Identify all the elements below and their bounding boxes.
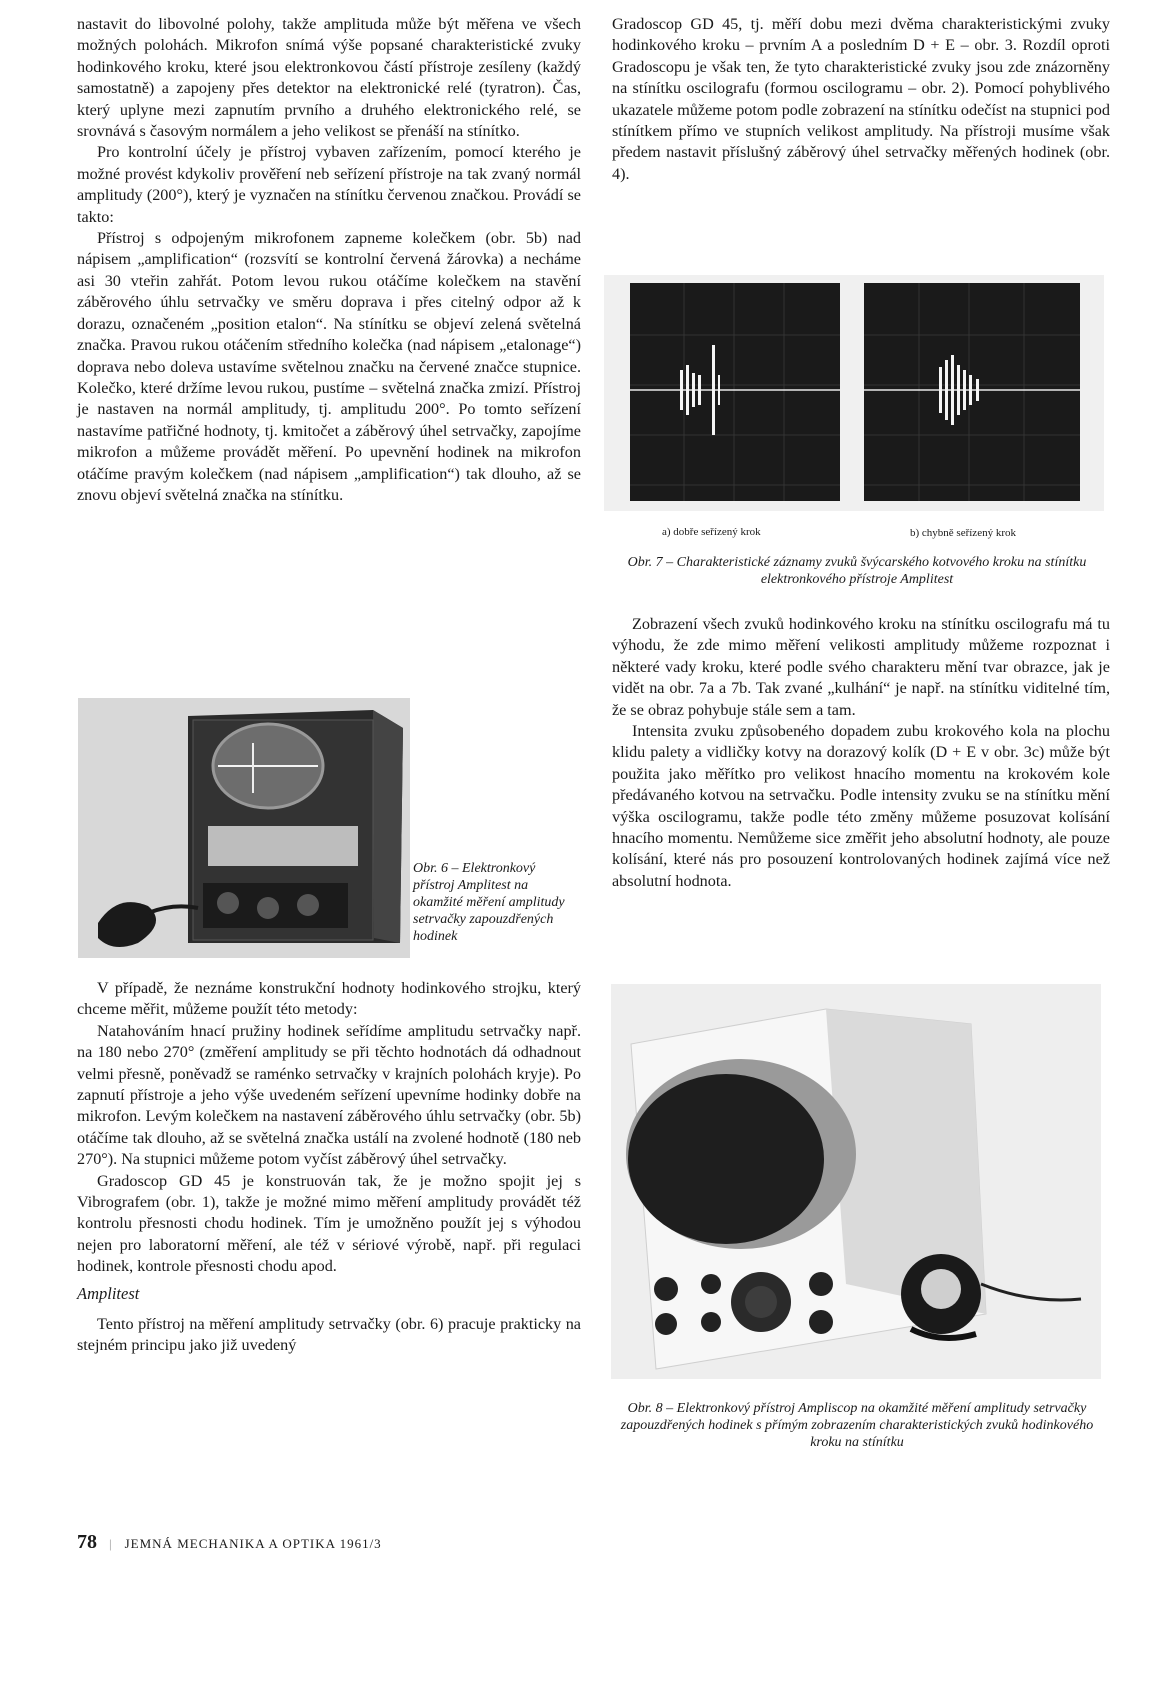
journal-name: JEMNÁ MECHANIKA A OPTIKA 1961/3: [124, 1536, 382, 1551]
figure-7-oscillograms: [604, 275, 1104, 511]
figure-7-caption-box: [610, 554, 1104, 588]
left-column-top: [77, 14, 581, 506]
paragraph: Gradoscop GD 45, tj. měří dobu mezi dvěma charakteristickými zvuky hodinkového kroku – prvním A a posledním D + E – obr. 3. Rozdíl oproti Gradoscopu je však ten, že tyto charakteristické zvuky jsou zde znázorněny na stínítku oscilografu (formou oscilogramu – obr. 2). Pomocí pohyblivého ukazatele můžeme potom podle zobrazení na stínítku odečíst na stupnici pod stínítkem přímo ve stupních velikost amplitudy. Na přístroji musíme však předem nastavit příslušný záběrový úhel setrvačky měřených hodinek (obr. 4).: [612, 15, 1110, 183]
paragraph: Přístroj s odpojeným mikrofonem zapneme kolečkem (obr. 5b) nad nápisem „amplification“ (rozsvítí se kontrolní červená žárovka) a necháme asi 30 vteřin zahřát. Potom levou rukou otáčíme kolečkem na stavění záběrového úhlu setrvačky ve směru doprava i přes citelný odpor až k dorazu, označeném „position etalon“. Na stínítku se objeví zelená světelná značka. Pravou rukou otáčením středního kolečka (nad nápisem „etalonage“) doprava nebo doleva ustavíme světelnou značku na červené značce stupnice. Kolečko, které držíme levou rukou, pustíme – světelná značka zmizí. Přístroj je nastaven na normál amplitudy, tj. amplitudu 200°. Po tomto seřízení nastavíme patřičné hodnoty, tj. kmitočet a záběrový úhel setrvačky, zapojíme mikrofon a můžeme provádět měření. Po upevnění hodinek na mikrofon otáčíme pravým kolečkem (nad nápisem „amplification“) tak dlouho, až se znovu objeví světelná značka na stínítku.: [77, 229, 581, 504]
paragraph: nastavit do libovolné polohy, takže amplituda může být měřena ve všech možných polohách. Mikrofon snímá výše popsané charakteristické zvuky hodinkového kroku, které jsou elektronkovou částí přístroje zesíleny (každý samostatně) a zapojeny přes detektor na elektronické relé (tyratron). Čas, který uplyne mezi zapnutím prvního a druhého elektronického relé, se srovnává s časovým normálem a jeho velikost se přenáší na stínítko.: [77, 15, 581, 141]
page-number: 78: [77, 1531, 97, 1553]
paragraph: Natahováním hnací pružiny hodinek seřídíme amplitudu setrvačky např. na 180 nebo 270° (změření amplitudy se při těchto hodnotách dá odhadnout velmi přesně, poněvadž se raménko setrvačky v krajních polohách kryje). Po zapnutí přístroje a jeho výše uvedeném seřízení upevníme hodinky dobře na mikrofon. Levým kolečkem na nastavení záběrového úhlu setrvačky (obr. 5b) otáčíme tak dlouho, až se světelná značka ustálí na zvolené hodnotě (180 neb 270°). Na stupnici můžeme potom vyčíst záběrový úhel setrvačky.: [77, 1021, 581, 1169]
figure-7b-label: b) chybně seřízený krok: [910, 527, 1016, 539]
oscillogram-image: [604, 275, 1104, 511]
paragraph: Pro kontrolní účely je přístroj vybaven zařízením, pomocí kterého je možné provést kdykoliv prověření neb seřízení přístroje na tak zvaný normál amplitudy (200°), který je vyznačen na stínítku červenou značkou. Provádí se takto:: [77, 143, 581, 226]
section-heading: Amplitest: [77, 1283, 140, 1303]
footer-separator: |: [109, 1536, 113, 1551]
figure-7-caption: Obr. 7 – Charakteristické záznamy zvuků švýcarského kotvového kroku na stínítku elektronkového přístroje Amplitest: [627, 555, 1087, 587]
figure-6-caption: Obr. 6 – Elektronkový přístroj Amplitest na okamžité měření amplitudy setrvačky zapouzdřených hodinek: [413, 861, 565, 944]
figure-8-caption-box: [604, 1400, 1110, 1451]
amplitest-device-image: [78, 698, 410, 958]
figure-8-photo: [611, 984, 1101, 1379]
figure-6-caption-box: [413, 860, 573, 945]
paragraph: Gradoscop GD 45 je konstruován tak, že je možno spojit jej s Vibrografem (obr. 1), takže je možné mimo měření amplitudy provádět též kontrolu přesnosti chodu hodinek. Tím je umožněno použít jej s výhodou nejen pro laboratorní měření, ale též v sériové výrobě, např. při regulaci hodinek, kontrole přesnosti chodu apod.: [77, 1171, 581, 1276]
paragraph: Tento přístroj na měření amplitudy setrvačky (obr. 6) pracuje prakticky na stejném principu jako již uvedený: [77, 1314, 581, 1355]
paragraph: V případě, že neznáme konstrukční hodnoty hodinkového strojku, který chceme měřit, můžeme použít této metody:: [77, 979, 581, 1019]
paragraph: Zobrazení všech zvuků hodinkového kroku na stínítku oscilografu má tu výhodu, že zde mimo měření velikosti amplitudy můžeme rozpoznat i některé vady kroku, které podle svého charakteru mění tvar obrazce, jak je vidět na obr. 7a a 7b. Tak zvané „kulhání“ je např. na stínítku viditelné tím, že se obraz pohybuje stále sem a tam.: [612, 615, 1110, 719]
figure-7a-label: a) dobře seřízený krok: [662, 526, 761, 538]
right-column-top: [612, 14, 1110, 185]
figure-8-caption: Obr. 8 – Elektronkový přístroj Ampliscop na okamžité měření amplitudy setrvačky zapouzdřených hodinek s přímým zobrazením charakteristických zvuků hodinkového kroku na stínítku: [620, 1401, 1094, 1450]
ampliscop-device-image: [611, 984, 1101, 1379]
page-footer: [77, 1531, 382, 1554]
figure-6-photo: [78, 698, 410, 958]
right-column-middle: [612, 614, 1110, 892]
left-column-bottom: [77, 978, 581, 1357]
paragraph: Intensita zvuku způsobeného dopadem zubu krokového kola na plochu klidu palety a vidličky kotvy na dorazový kolík (D + E v obr. 3c) může být použita jako měřítko pro velikost hnacího momentu na krokovém kole předávaného kotvou na setrvačku. Podle intensity zvuku se na stínítku mění výška oscilogramu, takže podle této změny můžeme posuzovat kolísání hnacího momentu. Nemůžeme sice změřit jeho absolutní hodnoty, ale pouze kolísání, které nás pro posouzení kontrolovaných hodinek zajímá více než absolutní hodnota.: [612, 722, 1110, 890]
